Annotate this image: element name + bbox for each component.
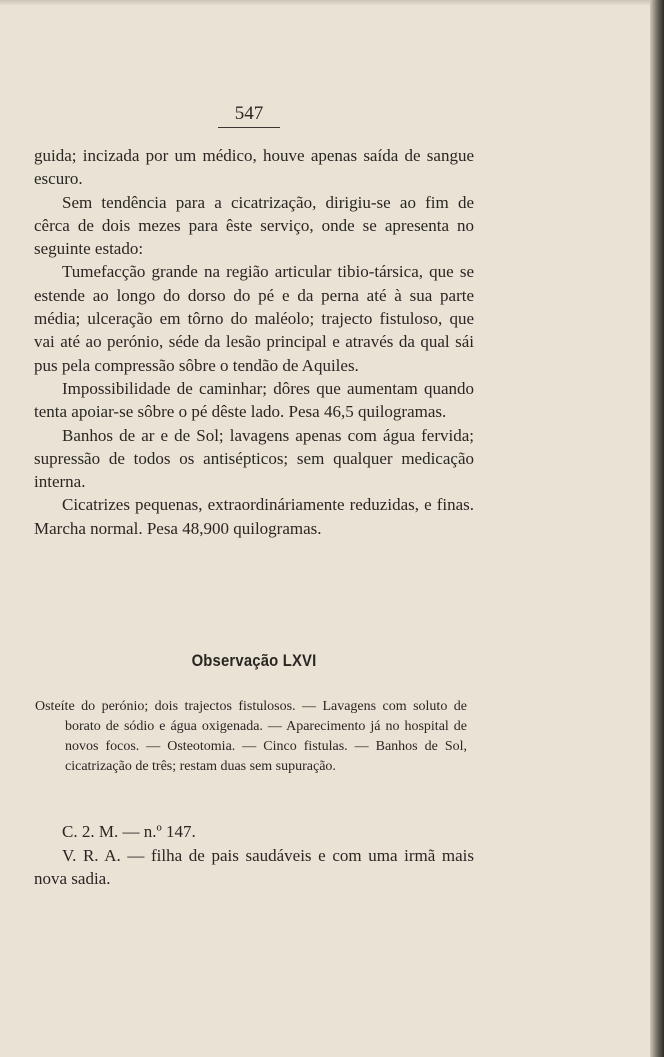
case-history: V. R. A. — filha de pais saudáveis e com uma irmã mais nova sadia. xyxy=(34,845,474,888)
paragraph: Sem tendência para a cicatrização, dirigiu-se ao fim de cêrca de dois mezes para êste serviço, onde se apresenta no seguinte estado: xyxy=(34,192,474,259)
paragraph: Tumefacção grande na região articular tibio-társica, que se estende ao longo do dorso do pé e da perna até à sua parte média; ulceração em tôrno do maléolo; trajecto fistuloso, que vai até ao perónio, séde da lesão principal e através da qual sái pus pela compressão sôbre o tendão de Aquiles. xyxy=(34,262,474,375)
page-number: 547 xyxy=(218,103,280,128)
paragraph: guida; incizada por um médico, houve apenas saída de sangue escuro. xyxy=(34,146,474,189)
case-id: C. 2. M. — n.º 147. xyxy=(62,822,196,841)
observation-summary xyxy=(35,697,467,777)
book-spine-edge xyxy=(650,0,664,1057)
summary-text: Osteíte do perónio; dois trajectos fistulosos. — Lavagens com soluto de borato de sódio e água oxigenada. — Aparecimento já no hospital de novos focos. — Osteotomia. — Cinco fistulas. — Banhos de Sol, cicatrização de três; restam duas sem supuração. xyxy=(35,699,467,774)
body-text xyxy=(34,144,474,540)
page-top-shadow xyxy=(0,0,650,6)
case-text xyxy=(34,820,474,891)
observation-title: Observação LXVI xyxy=(191,652,317,670)
paragraph: Banhos de ar e de Sol; lavagens apenas com água fervida; supressão de todos os antisépticos; sem qualquer medicação interna. xyxy=(34,425,474,492)
paragraph: Cicatrizes pequenas, extraordináriamente reduzidas, e finas. Marcha normal. Pesa 48,900 quilogramas. xyxy=(34,495,474,538)
paragraph: Impossibilidade de caminhar; dôres que aumentam quando tenta apoiar-se sôbre o pé dêste lado. Pesa 46,5 quilogramas. xyxy=(34,378,474,422)
